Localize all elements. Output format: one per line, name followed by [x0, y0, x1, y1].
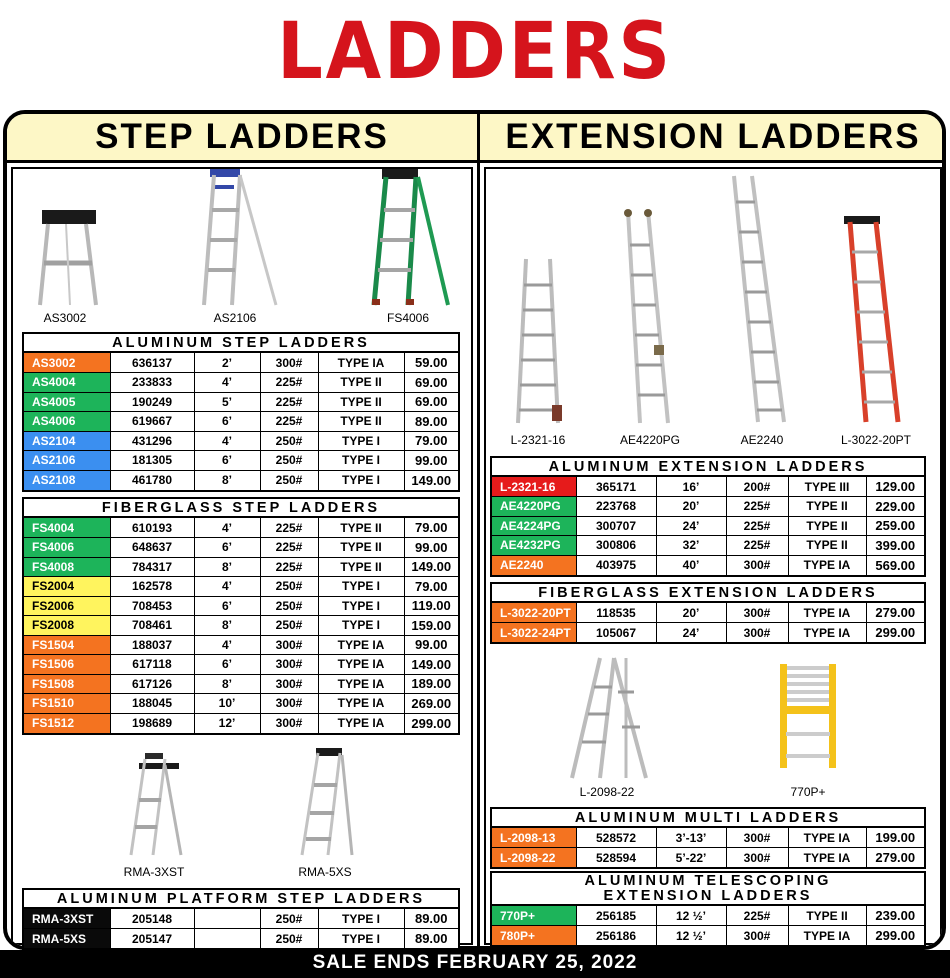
table-row — [24, 655, 458, 675]
duty-type-cell: TYPE I — [318, 929, 404, 949]
sku-cell: 118535 — [576, 603, 656, 623]
duty-type-cell: TYPE IA — [788, 623, 866, 643]
sku-cell: 190249 — [110, 392, 194, 412]
model-cell: L-2098-22 — [492, 848, 576, 868]
size-cell: 8’ — [194, 674, 260, 694]
page-title: LADDERS — [277, 7, 673, 97]
table-row — [24, 596, 458, 616]
price-cell: 299.00 — [866, 926, 924, 946]
load-cell: 250# — [260, 451, 318, 471]
table-row — [24, 392, 458, 412]
aluminum-multi-ladders-table — [490, 807, 926, 869]
duty-type-cell: TYPE I — [318, 451, 404, 471]
770p-ladder-image — [776, 662, 840, 772]
price-cell: 199.00 — [866, 828, 924, 848]
duty-type-cell: TYPE II — [318, 392, 404, 412]
model-cell: AE4224PG — [492, 516, 576, 536]
model-cell: FS1512 — [24, 713, 110, 733]
rma-3xst-image-label: RMA-3XST — [123, 865, 185, 879]
aluminum-telescoping-extension-ladders-title — [492, 873, 924, 906]
price-cell: 299.00 — [866, 623, 924, 643]
table-row — [492, 926, 924, 946]
model-cell: FS1506 — [24, 655, 110, 675]
model-cell: 770P+ — [492, 906, 576, 926]
size-cell: 8’ — [194, 557, 260, 577]
aluminum-multi-ladders-title: ALUMINUM MULTI LADDERS — [492, 809, 924, 828]
sku-cell: 708453 — [110, 596, 194, 616]
size-cell: 4’ — [194, 635, 260, 655]
size-cell: 5’ — [194, 392, 260, 412]
model-cell: FS4006 — [24, 538, 110, 558]
sku-cell: 105067 — [576, 623, 656, 643]
duty-type-cell: TYPE IA — [318, 674, 404, 694]
ae2240-image-label: AE2240 — [740, 433, 784, 447]
size-cell — [194, 909, 260, 929]
model-cell: AE4220PG — [492, 497, 576, 517]
load-cell: 225# — [726, 516, 788, 536]
size-cell: 16’ — [656, 477, 726, 497]
model-cell: AE2240 — [492, 555, 576, 575]
duty-type-cell: TYPE II — [318, 538, 404, 558]
table-row — [24, 557, 458, 577]
size-cell: 6’ — [194, 596, 260, 616]
sku-cell: 162578 — [110, 577, 194, 597]
fs4006-ladder-image — [368, 165, 452, 307]
model-cell: FS4008 — [24, 557, 110, 577]
load-cell: 250# — [260, 616, 318, 636]
l-3022-20pt-ladder-image — [842, 212, 906, 424]
load-cell: 300# — [260, 655, 318, 675]
aluminum-extension-ladders-grid — [492, 477, 924, 575]
duty-type-cell: TYPE IA — [788, 848, 866, 868]
size-cell: 4’ — [194, 518, 260, 538]
table-row — [492, 497, 924, 517]
price-cell: 569.00 — [866, 555, 924, 575]
size-cell: 32’ — [656, 536, 726, 556]
aluminum-step-ladders-title: ALUMINUM STEP LADDERS — [24, 334, 458, 353]
as3002-ladder-image — [36, 205, 102, 309]
size-cell: 6’ — [194, 412, 260, 432]
ae2240-ladder-image — [728, 172, 792, 424]
duty-type-cell: TYPE IA — [318, 655, 404, 675]
price-cell: 69.00 — [404, 373, 458, 393]
duty-type-cell: TYPE IA — [788, 555, 866, 575]
size-cell: 10’ — [194, 694, 260, 714]
fiberglass-step-ladders-grid — [24, 518, 458, 733]
as2106-ladder-image — [200, 165, 280, 307]
duty-type-cell: TYPE III — [788, 477, 866, 497]
duty-type-cell: TYPE I — [318, 431, 404, 451]
price-cell: 159.00 — [404, 616, 458, 636]
duty-type-cell: TYPE II — [318, 412, 404, 432]
load-cell: 300# — [726, 555, 788, 575]
table-row — [24, 674, 458, 694]
duty-type-cell: TYPE IA — [318, 353, 404, 373]
model-cell: AS4006 — [24, 412, 110, 432]
l-2098-22-image-label: L-2098-22 — [579, 785, 635, 799]
size-cell: 6’ — [194, 655, 260, 675]
fs4006-image-label: FS4006 — [386, 311, 430, 325]
load-cell: 300# — [260, 353, 318, 373]
sku-cell: 205148 — [110, 909, 194, 929]
duty-type-cell: TYPE II — [318, 518, 404, 538]
model-cell: L-2321-16 — [492, 477, 576, 497]
load-cell: 225# — [260, 412, 318, 432]
fiberglass-step-ladders-title: FIBERGLASS STEP LADDERS — [24, 499, 458, 518]
load-cell: 225# — [260, 373, 318, 393]
price-cell: 99.00 — [404, 635, 458, 655]
load-cell: 300# — [260, 694, 318, 714]
column-divider — [477, 114, 480, 946]
duty-type-cell: TYPE I — [318, 616, 404, 636]
size-cell: 40’ — [656, 555, 726, 575]
load-cell: 225# — [260, 518, 318, 538]
load-cell: 250# — [260, 470, 318, 490]
duty-type-cell: TYPE I — [318, 596, 404, 616]
duty-type-cell: TYPE II — [788, 906, 866, 926]
fiberglass-extension-ladders-title: FIBERGLASS EXTENSION LADDERS — [492, 584, 924, 603]
size-cell: 12 ½’ — [656, 926, 726, 946]
load-cell: 300# — [260, 713, 318, 733]
table-row — [492, 623, 924, 643]
size-cell: 12 ½’ — [656, 906, 726, 926]
size-cell: 24’ — [656, 623, 726, 643]
price-cell: 279.00 — [866, 848, 924, 868]
as3002-image-label: AS3002 — [43, 311, 87, 325]
load-cell: 300# — [726, 603, 788, 623]
load-cell: 300# — [726, 926, 788, 946]
load-cell: 250# — [260, 929, 318, 949]
model-cell: AS4004 — [24, 373, 110, 393]
sku-cell: 205147 — [110, 929, 194, 949]
sku-cell: 365171 — [576, 477, 656, 497]
load-cell: 250# — [260, 909, 318, 929]
model-cell: FS2004 — [24, 577, 110, 597]
price-cell: 99.00 — [404, 538, 458, 558]
sku-cell: 198689 — [110, 713, 194, 733]
price-cell: 79.00 — [404, 577, 458, 597]
price-cell: 149.00 — [404, 557, 458, 577]
sku-cell: 784317 — [110, 557, 194, 577]
extension-ladders-heading: EXTENSION LADDERS — [480, 114, 946, 163]
size-cell: 12’ — [194, 713, 260, 733]
size-cell: 24’ — [656, 516, 726, 536]
duty-type-cell: TYPE IA — [318, 713, 404, 733]
size-cell: 4’ — [194, 577, 260, 597]
sku-cell: 617118 — [110, 655, 194, 675]
l-2321-16-image-label: L-2321-16 — [510, 433, 566, 447]
table-row — [24, 451, 458, 471]
duty-type-cell: TYPE I — [318, 577, 404, 597]
aluminum-platform-step-ladders-title: ALUMINUM PLATFORM STEP LADDERS — [24, 890, 458, 909]
price-cell: 269.00 — [404, 694, 458, 714]
duty-type-cell: TYPE IA — [788, 828, 866, 848]
rma-5xs-ladder-image — [296, 745, 356, 857]
sku-cell: 188037 — [110, 635, 194, 655]
load-cell: 250# — [260, 596, 318, 616]
table-row — [24, 616, 458, 636]
rma-3xst-ladder-image — [125, 745, 185, 857]
aluminum-platform-step-ladders-grid — [24, 909, 458, 948]
price-cell: 129.00 — [866, 477, 924, 497]
sku-cell: 610193 — [110, 518, 194, 538]
table-row — [492, 516, 924, 536]
price-cell: 89.00 — [404, 909, 458, 929]
sku-cell: 181305 — [110, 451, 194, 471]
load-cell: 225# — [260, 392, 318, 412]
aluminum-extension-ladders-table — [490, 456, 926, 577]
l-3022-20pt-image-label: L-3022-20PT — [840, 433, 912, 447]
load-cell: 225# — [726, 906, 788, 926]
sku-cell: 708461 — [110, 616, 194, 636]
duty-type-cell: TYPE II — [318, 557, 404, 577]
ae4220pg-image-label: AE4220PG — [619, 433, 681, 447]
load-cell: 300# — [260, 674, 318, 694]
model-cell: L-3022-24PT — [492, 623, 576, 643]
price-cell: 239.00 — [866, 906, 924, 926]
price-cell: 399.00 — [866, 536, 924, 556]
aluminum-step-ladders-grid — [24, 353, 458, 490]
price-cell: 149.00 — [404, 470, 458, 490]
price-cell: 59.00 — [404, 353, 458, 373]
price-cell: 89.00 — [404, 412, 458, 432]
model-cell: RMA-3XST — [24, 909, 110, 929]
table-row — [24, 431, 458, 451]
price-cell: 69.00 — [404, 392, 458, 412]
price-cell: 99.00 — [404, 451, 458, 471]
table-row — [24, 694, 458, 714]
size-cell: 4’ — [194, 431, 260, 451]
load-cell: 300# — [726, 828, 788, 848]
duty-type-cell: TYPE II — [788, 516, 866, 536]
fiberglass-extension-ladders-grid — [492, 603, 924, 642]
table-row — [492, 477, 924, 497]
size-cell: 6’ — [194, 538, 260, 558]
sale-ends-banner: SALE ENDS FEBRUARY 25, 2022 — [0, 950, 950, 978]
size-cell: 2’ — [194, 353, 260, 373]
model-cell: AS2104 — [24, 431, 110, 451]
duty-type-cell: TYPE II — [788, 497, 866, 517]
table-row — [492, 906, 924, 926]
fiberglass-extension-ladders-table — [490, 582, 926, 644]
model-cell: L-2098-13 — [492, 828, 576, 848]
load-cell: 225# — [260, 557, 318, 577]
table-row — [492, 536, 924, 556]
table-row — [24, 518, 458, 538]
ae4220pg-ladder-image — [618, 205, 682, 425]
table-row — [24, 929, 458, 949]
size-cell: 20’ — [656, 497, 726, 517]
table-row — [24, 909, 458, 929]
model-cell: 780P+ — [492, 926, 576, 946]
load-cell: 225# — [726, 536, 788, 556]
duty-type-cell: TYPE IA — [318, 694, 404, 714]
table-row — [492, 603, 924, 623]
duty-type-cell: TYPE I — [318, 909, 404, 929]
model-cell: FS4004 — [24, 518, 110, 538]
telescoping-title-line-1: ALUMINUM TELESCOPING — [584, 873, 832, 889]
model-cell: AS2106 — [24, 451, 110, 471]
model-cell: AE4232PG — [492, 536, 576, 556]
table-row — [24, 635, 458, 655]
770p-image-label: 770P+ — [790, 785, 826, 799]
as2106-image-label: AS2106 — [213, 311, 257, 325]
price-cell: 79.00 — [404, 518, 458, 538]
model-cell: FS1504 — [24, 635, 110, 655]
load-cell: 250# — [260, 577, 318, 597]
table-row — [24, 373, 458, 393]
size-cell: 4’ — [194, 373, 260, 393]
aluminum-platform-step-ladders-table — [22, 888, 460, 950]
price-cell: 119.00 — [404, 596, 458, 616]
model-cell: AS4005 — [24, 392, 110, 412]
telescoping-title-line-2: EXTENSION LADDERS — [603, 888, 813, 904]
sku-cell: 233833 — [110, 373, 194, 393]
aluminum-telescoping-extension-ladders-table — [490, 871, 926, 947]
table-row — [24, 713, 458, 733]
aluminum-step-ladders-table — [22, 332, 460, 492]
size-cell: 20’ — [656, 603, 726, 623]
rma-5xs-image-label: RMA-5XS — [298, 865, 352, 879]
table-row — [24, 470, 458, 490]
duty-type-cell: TYPE IA — [318, 635, 404, 655]
table-row — [24, 577, 458, 597]
size-cell: 8’ — [194, 470, 260, 490]
price-cell: 229.00 — [866, 497, 924, 517]
sku-cell: 528572 — [576, 828, 656, 848]
size-cell: 3’-13’ — [656, 828, 726, 848]
price-cell: 299.00 — [404, 713, 458, 733]
sku-cell: 648637 — [110, 538, 194, 558]
load-cell: 225# — [726, 497, 788, 517]
l-2321-16-ladder-image — [512, 255, 572, 425]
table-row — [492, 848, 924, 868]
sku-cell: 431296 — [110, 431, 194, 451]
duty-type-cell: TYPE II — [318, 373, 404, 393]
price-cell: 189.00 — [404, 674, 458, 694]
model-cell: L-3022-20PT — [492, 603, 576, 623]
table-row — [24, 353, 458, 373]
step-ladders-heading: STEP LADDERS — [7, 114, 477, 163]
duty-type-cell: TYPE IA — [788, 926, 866, 946]
size-cell — [194, 929, 260, 949]
aluminum-multi-ladders-grid — [492, 828, 924, 867]
price-cell: 89.00 — [404, 929, 458, 949]
load-cell: 300# — [726, 623, 788, 643]
duty-type-cell: TYPE I — [318, 470, 404, 490]
load-cell: 200# — [726, 477, 788, 497]
size-cell: 8’ — [194, 616, 260, 636]
sku-cell: 188045 — [110, 694, 194, 714]
price-cell: 259.00 — [866, 516, 924, 536]
load-cell: 250# — [260, 431, 318, 451]
table-row — [492, 555, 924, 575]
load-cell: 300# — [726, 848, 788, 868]
sku-cell: 461780 — [110, 470, 194, 490]
sku-cell: 403975 — [576, 555, 656, 575]
model-cell: FS2008 — [24, 616, 110, 636]
model-cell: FS2006 — [24, 596, 110, 616]
sku-cell: 256185 — [576, 906, 656, 926]
l-2098-22-ladder-image — [566, 652, 652, 780]
price-cell: 79.00 — [404, 431, 458, 451]
sku-cell: 300707 — [576, 516, 656, 536]
model-cell: FS1508 — [24, 674, 110, 694]
table-row — [492, 828, 924, 848]
model-cell: RMA-5XS — [24, 929, 110, 949]
size-cell: 5’-22’ — [656, 848, 726, 868]
model-cell: AS2108 — [24, 470, 110, 490]
price-cell: 149.00 — [404, 655, 458, 675]
sku-cell: 528594 — [576, 848, 656, 868]
sku-cell: 300806 — [576, 536, 656, 556]
price-cell: 279.00 — [866, 603, 924, 623]
size-cell: 6’ — [194, 451, 260, 471]
sku-cell: 636137 — [110, 353, 194, 373]
table-row — [24, 412, 458, 432]
sku-cell: 256186 — [576, 926, 656, 946]
aluminum-telescoping-extension-ladders-grid — [492, 906, 924, 945]
table-row — [24, 538, 458, 558]
sku-cell: 619667 — [110, 412, 194, 432]
duty-type-cell: TYPE IA — [788, 603, 866, 623]
fiberglass-step-ladders-table — [22, 497, 460, 735]
load-cell: 300# — [260, 635, 318, 655]
sku-cell: 223768 — [576, 497, 656, 517]
aluminum-extension-ladders-title: ALUMINUM EXTENSION LADDERS — [492, 458, 924, 477]
model-cell: AS3002 — [24, 353, 110, 373]
model-cell: FS1510 — [24, 694, 110, 714]
sku-cell: 617126 — [110, 674, 194, 694]
load-cell: 225# — [260, 538, 318, 558]
duty-type-cell: TYPE II — [788, 536, 866, 556]
